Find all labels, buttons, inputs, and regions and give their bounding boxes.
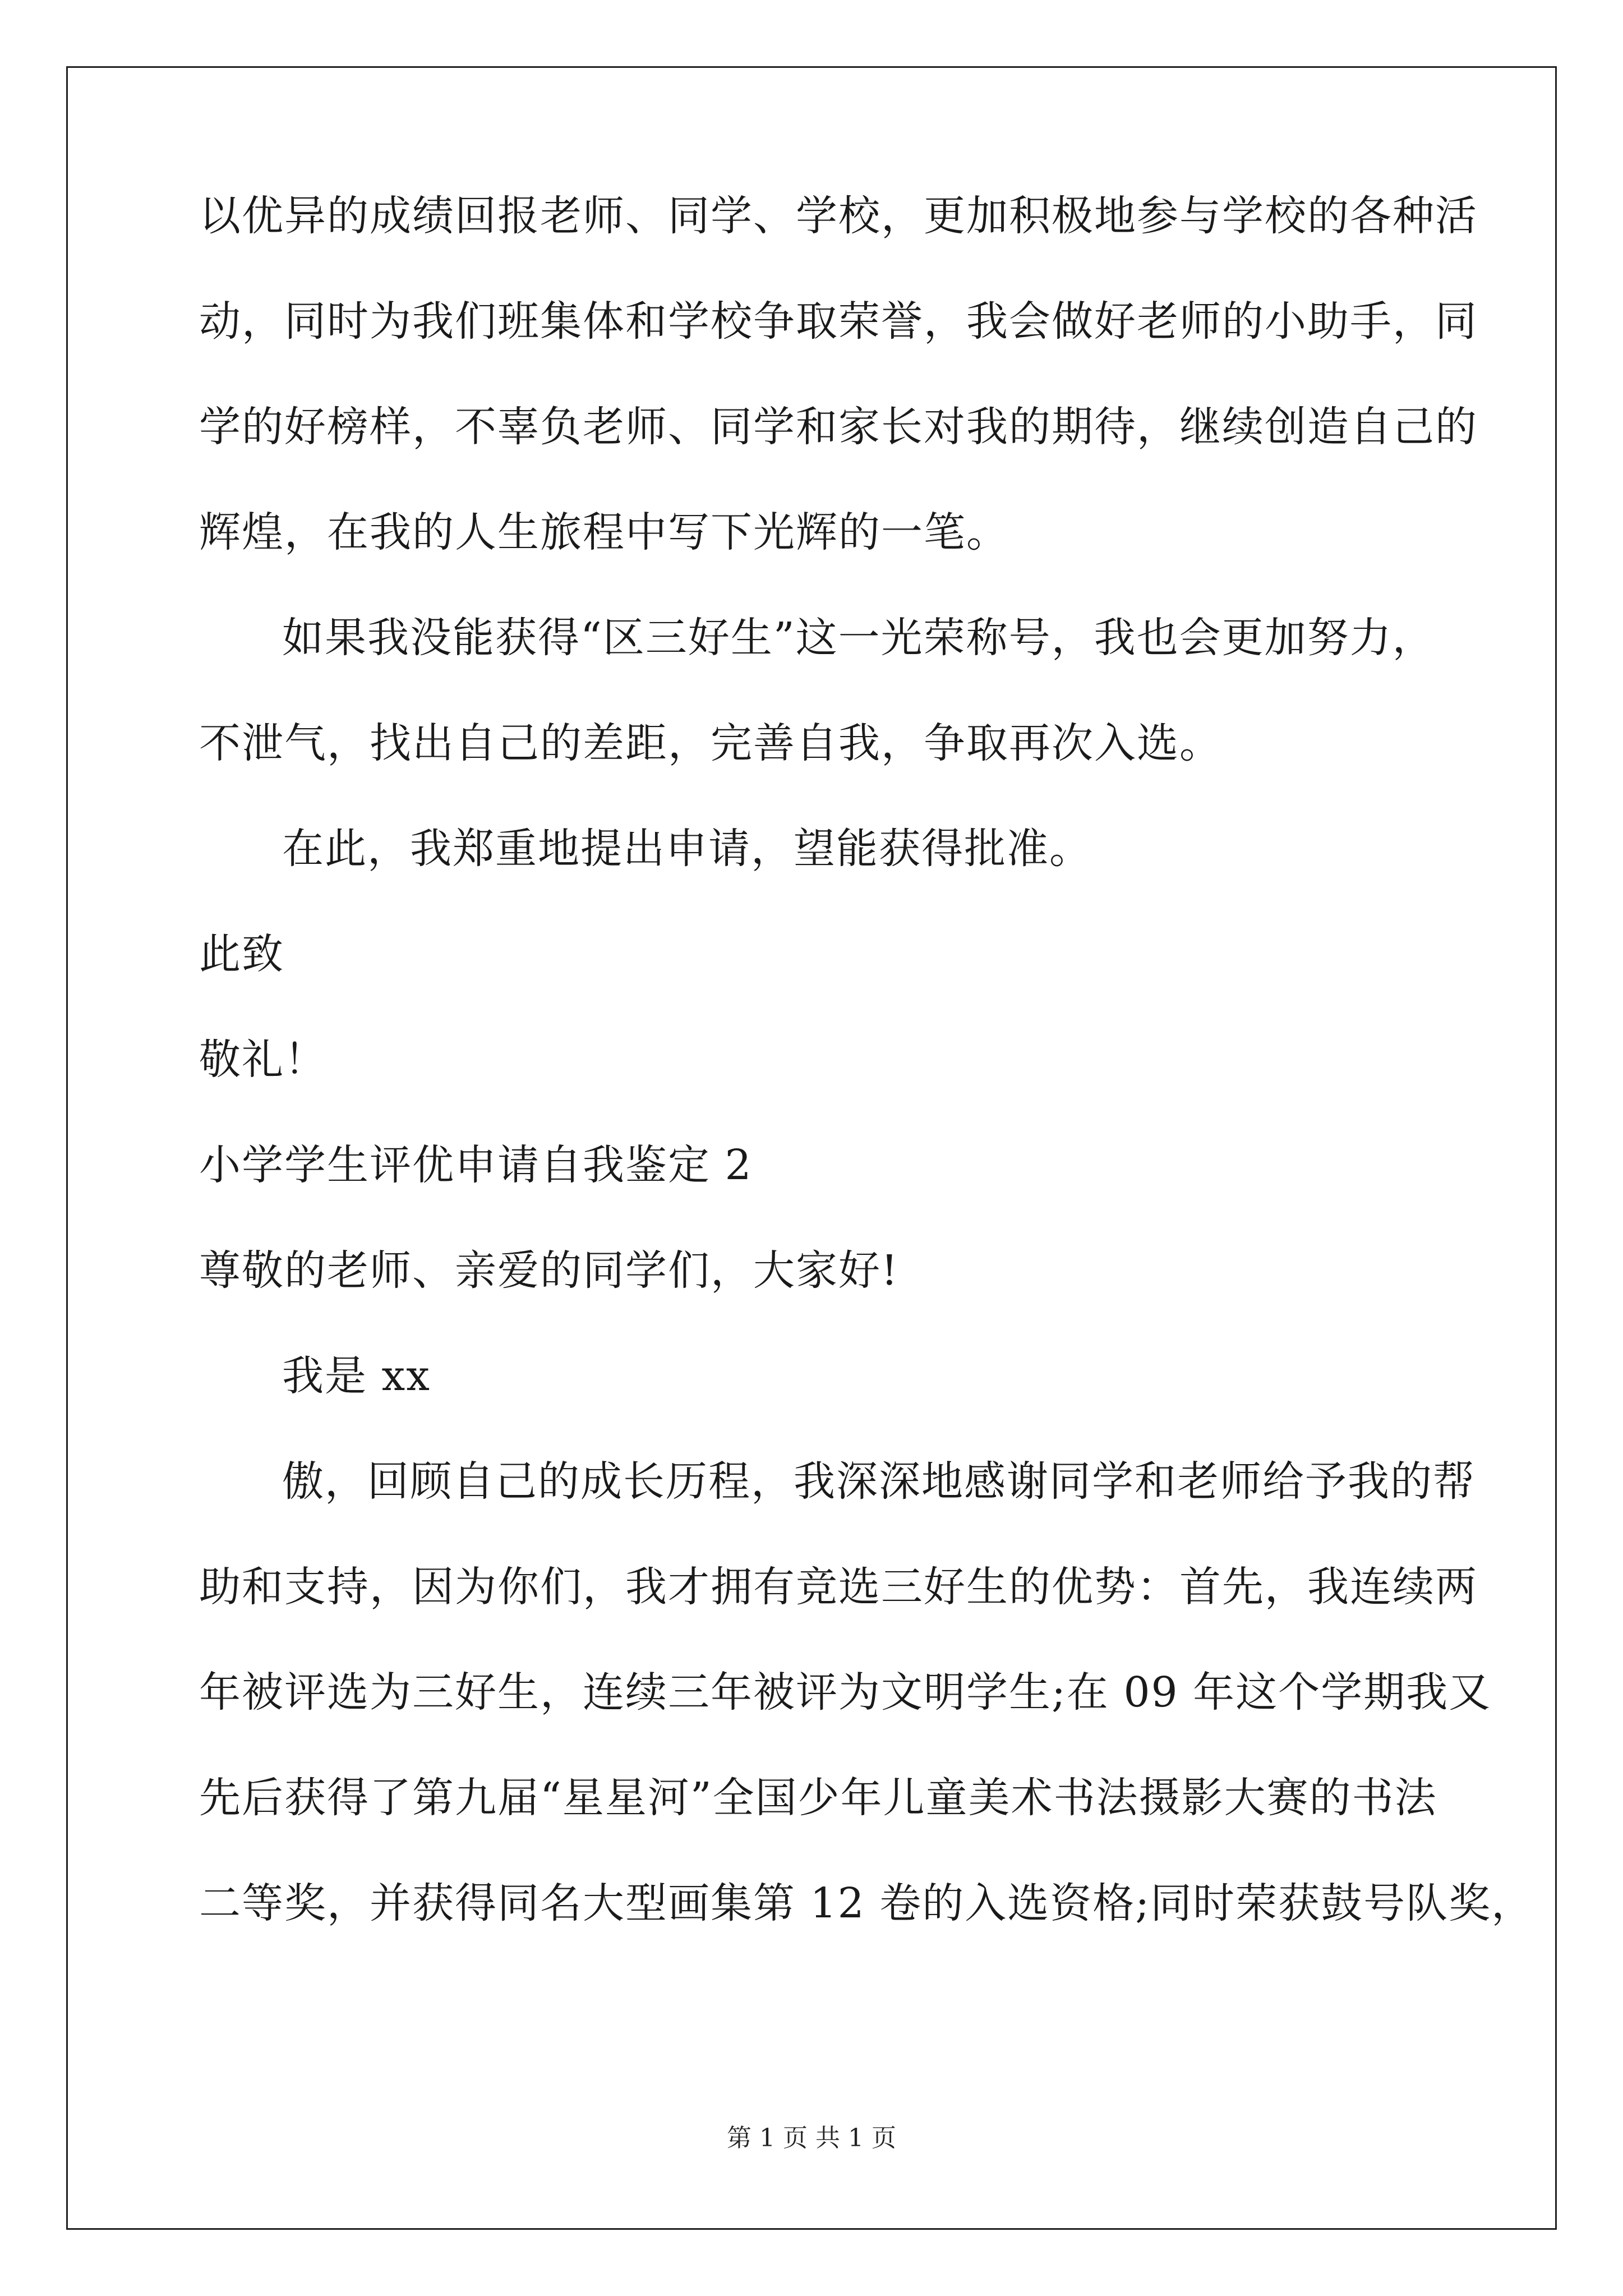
body-line-6: 不泄气，找出自己的差距，完善自我，争取再次入选。 [199,719,1222,767]
body-line-17: 二等奖，并获得同名大型画集第 12 卷的入选资格;同时荣获鼓号队奖， [199,1879,1534,1927]
body-line-15: 年被评选为三好生，连续三年被评为文明学生;在 09 年这个学期我又 [199,1668,1492,1717]
body-line-2: 动，同时为我们班集体和学校争取荣誉，我会做好老师的小助手，同 [199,297,1478,346]
body-line-13: 傲，回顾自己的成长历程，我深深地感谢同学和老师给予我的帮 [282,1457,1476,1506]
body-line-14: 助和支持，因为你们，我才拥有竞选三好生的优势：首先，我连续两 [199,1563,1478,1611]
closing-regards: 敬礼！ [199,1036,327,1084]
body-line-16: 先后获得了第九届“星星河”全国少年儿童美术书法摄影大赛的书法 [199,1774,1437,1822]
body-line-5: 如果我没能获得“区三好生”这一光荣称号，我也会更加努力， [282,614,1435,662]
body-line-4: 辉煌，在我的人生旅程中写下光辉的一笔。 [199,508,1009,556]
body-line-7: 在此，我郑重地提出申请，望能获得批准。 [282,825,1092,873]
closing-salutation: 此致 [199,930,284,978]
body-line-12: 我是 xx [282,1352,431,1400]
section-heading: 小学学生评优申请自我鉴定 2 [199,1141,753,1189]
greeting-line: 尊敬的老师、亲爱的同学们，大家好! [199,1246,899,1295]
body-line-3: 学的好榜样，不辜负老师、同学和家长对我的期待，继续创造自己的 [199,403,1478,451]
page-indicator: 第 1 页 共 1 页 [727,2124,896,2152]
body-line-1: 以优异的成绩回报老师、同学、学校，更加积极地参与学校的各种活 [199,192,1478,240]
